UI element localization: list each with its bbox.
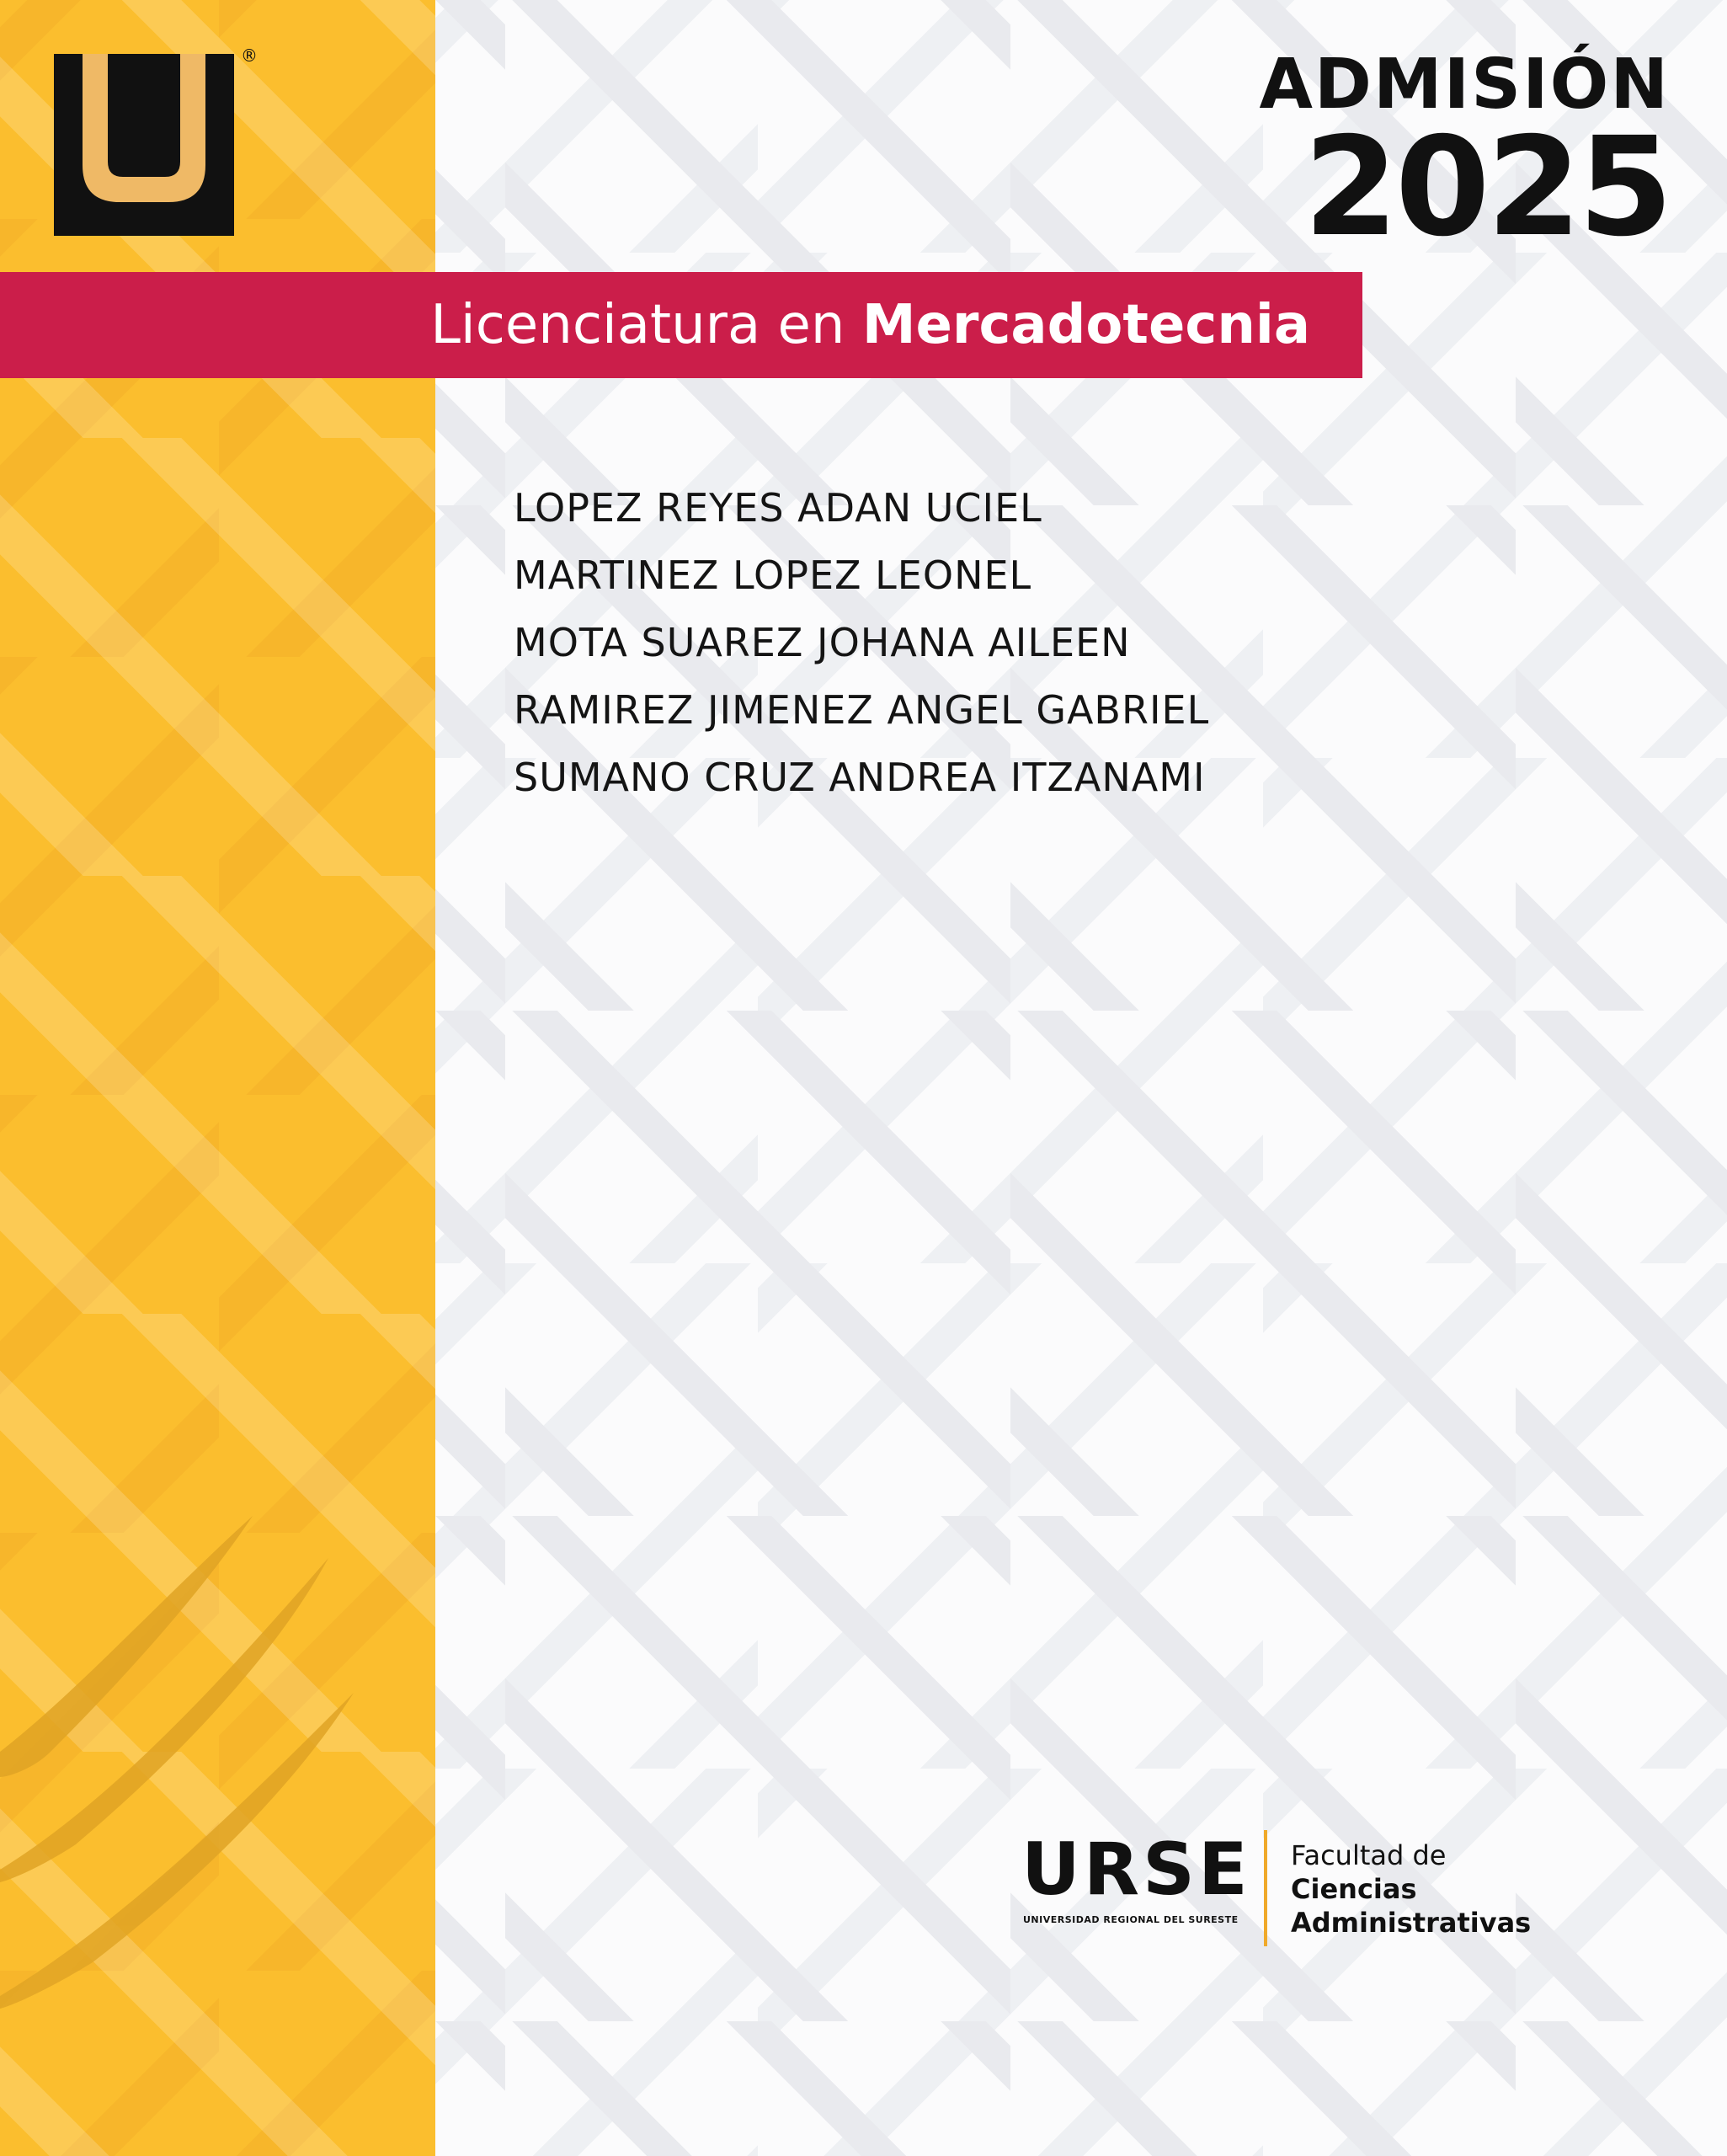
university-u-logo (54, 54, 234, 236)
program-title (430, 272, 1310, 378)
faculty-line-1: Facultad de (1291, 1839, 1447, 1871)
faculty-name (1291, 1838, 1531, 1940)
faculty-line-3: Administrativas (1291, 1907, 1532, 1939)
student-list (514, 482, 1209, 819)
student-name: SUMANO CRUZ ANDREA ITZANAMI (514, 755, 1206, 800)
admission-year: 2025 (1303, 109, 1670, 267)
logo-divider (1264, 1830, 1267, 1946)
claw-marks-decoration (0, 1499, 435, 2021)
student-name: MARTINEZ LOPEZ LEONEL (514, 552, 1032, 598)
student-name: MOTA SUAREZ JOHANA AILEEN (514, 620, 1131, 665)
urse-faculty-logo (1021, 1828, 1532, 1948)
program-prefix: Licenciatura en (430, 294, 845, 356)
student-name: RAMIREZ JIMENEZ ANGEL GABRIEL (514, 687, 1210, 733)
registered-mark: ® (241, 45, 258, 66)
program-name: Mercadotecnia (861, 294, 1310, 356)
university-name: UNIVERSIDAD REGIONAL DEL SURESTE (1023, 1914, 1239, 1925)
urse-acronym: URSE (1021, 1828, 1251, 1912)
admission-title: ADMISIÓN (1259, 45, 1670, 125)
faculty-line-2: Ciencias (1291, 1873, 1417, 1905)
program-banner (0, 272, 1362, 378)
student-name: LOPEZ REYES ADAN UCIEL (514, 485, 1042, 531)
